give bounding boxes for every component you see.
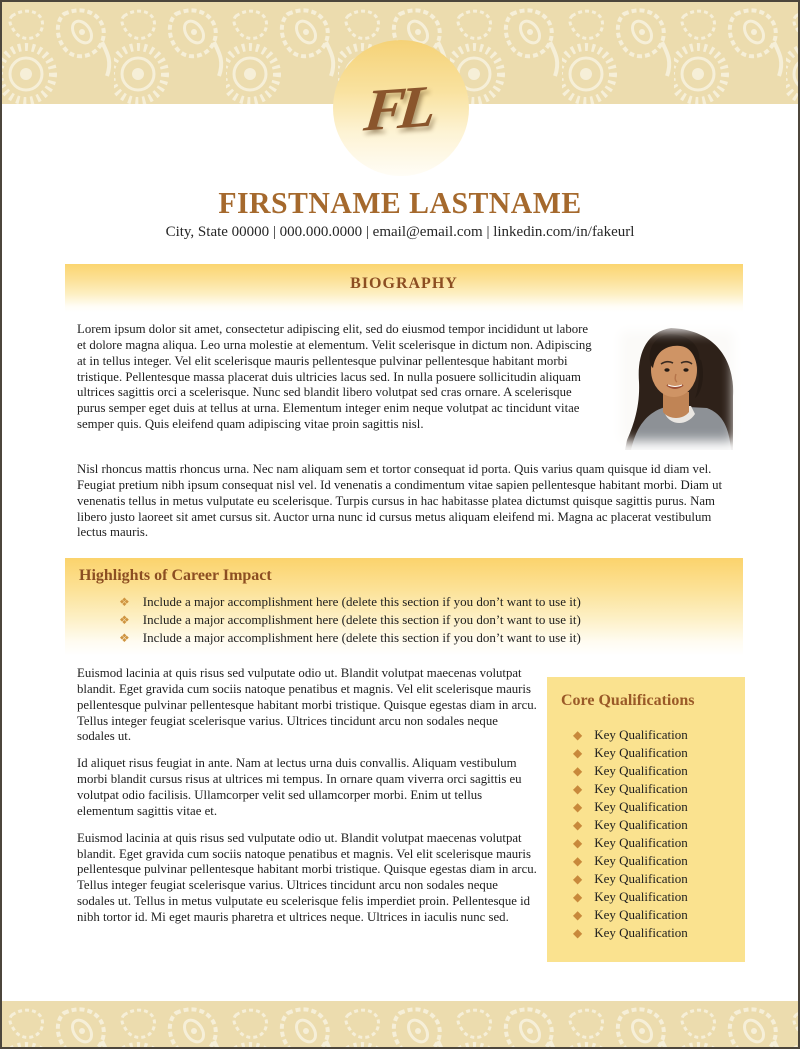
core-qualification-text: Key Qualification (594, 925, 688, 940)
diamond-cluster-bullet-icon: ❖ (119, 595, 130, 609)
core-qualification-text: Key Qualification (594, 853, 688, 868)
core-qualification-text: Key Qualification (594, 727, 688, 742)
core-qualification-item (561, 726, 735, 744)
diamond-cluster-bullet-icon: ❖ (119, 613, 130, 627)
core-qualification-text: Key Qualification (594, 781, 688, 796)
highlight-item-text: Include a major accomplishment here (delete this section if you don’t want to use it) (142, 594, 581, 609)
diamond-bullet-icon: ◆ (573, 854, 583, 868)
core-qualification-text: Key Qualification (594, 871, 688, 886)
diamond-bullet-icon: ◆ (573, 764, 583, 778)
biography-paragraph: Nisl rhoncus mattis rhoncus urna. Nec nam aliquam sem et tortor consequat id porta. Quis varius quam quisque id diam vel. Feugiat pretium nibh ipsum consequat nisl vel. Id venenatis a condimentum vitae sapien pellentesque habitant morbi. Diam ut venenatis tellus in metus vulputate eu scelerisque. Turpis cursus in hac habitasse platea dictumst quisque sagittis purus. Nam libero justo laoreet sit amet cursus sit. Auctor urna nunc id cursus metus aliquam eleifend mi. Magna ac placerat vestibulum lectus mauris. (77, 462, 723, 540)
highlights-title: Highlights of Career Impact (79, 567, 272, 584)
core-qualification-item (561, 798, 735, 816)
highlight-item-text: Include a major accomplishment here (delete this section if you don’t want to use it) (142, 630, 581, 645)
diamond-bullet-icon: ◆ (573, 818, 583, 832)
page-title: FIRSTNAME LASTNAME (218, 185, 582, 220)
core-qualifications-panel (547, 677, 745, 962)
core-qualification-item (561, 780, 735, 798)
diamond-bullet-icon: ◆ (573, 728, 583, 742)
core-qualification-text: Key Qualification (594, 799, 688, 814)
core-qualification-text: Key Qualification (594, 745, 688, 760)
core-qualification-item (561, 744, 735, 762)
core-qualification-text: Key Qualification (594, 763, 688, 778)
diamond-bullet-icon: ◆ (573, 872, 583, 886)
monogram-badge (333, 40, 469, 176)
diamond-bullet-icon: ◆ (573, 746, 583, 760)
paisley-border-bottom (2, 1001, 798, 1047)
core-qualification-text: Key Qualification (594, 907, 688, 922)
biography-paragraph: Lorem ipsum dolor sit amet, consectetur adipiscing elit, sed do eiusmod tempor incididunt ut labore et dolore magna aliqua. Leo urna molestie at elementum. Velit scelerisque in dictum non. Adipiscing at in tellus integer. Vel elit scelerisque mauris pellentesque pulvinar pellentesque habitant morbi tristique. Pellentesque massa placerat duis ultricies lacus sed. In nulla posuere sollicitudin aliquam ultrices sagittis orci a scelerisque. Nunc sed blandit libero volutpat sed cras ornare. A scelerisque purus semper eget duis at tellus at urna. Elementum integer enim neque volutpat ac tincidunt vitae semper quis. Quis eleifend quam adipiscing vitae proin sagittis nisl. (77, 322, 592, 432)
portrait-photo-image (611, 322, 743, 450)
body-paragraph: Id aliquet risus feugiat in ante. Nam at lectus urna duis convallis. Aliquam vestibulum morbi blandit cursus risus at ultrices mi tempus. In ornare quam viverra orci sagittis eu volutpat odio facilisis. Ullamcorper velit sed ullamcorper morbi. Enim ut tellus elementum sagittis vitae et. (77, 756, 522, 818)
diamond-bullet-icon: ◆ (573, 782, 583, 796)
core-qualification-item (561, 888, 735, 906)
diamond-bullet-icon: ◆ (573, 836, 583, 850)
diamond-bullet-icon: ◆ (573, 926, 583, 940)
biography-section-header (65, 264, 743, 312)
lower-content (77, 666, 745, 962)
diamond-bullet-icon: ◆ (573, 890, 583, 904)
biography-title: BIOGRAPHY (350, 275, 458, 292)
core-qualifications-list (561, 726, 735, 942)
highlight-item (79, 593, 729, 611)
core-qualification-item (561, 816, 735, 834)
core-qualification-item (561, 906, 735, 924)
highlights-list (79, 593, 729, 647)
body-paragraph: Euismod lacinia at quis risus sed vulputate odio ut. Blandit volutpat maecenas volutpat blandit. Eget gravida cum sociis natoque penatibus et magnis. Vel elit scelerisque mauris pellentesque pulvinar pellentesque habitant morbi tristique. Quisque egestas diam in arcu. Tellus integer feugiat scelerisque varius. Ultrices tincidunt arcu non sodales neque sodales ut. (77, 666, 537, 744)
portrait-photo (611, 322, 743, 450)
core-qualification-item (561, 924, 735, 942)
diamond-cluster-bullet-icon: ❖ (119, 631, 130, 645)
core-qualification-text: Key Qualification (594, 835, 688, 850)
contact-line: City, State 00000 | 000.000.0000 | email@email.com | linkedin.com/in/fakeurl (165, 224, 635, 240)
core-qualification-text: Key Qualification (594, 889, 688, 904)
body-paragraph: Euismod lacinia at quis risus sed vulputate odio ut. Blandit volutpat maecenas volutpat blandit. Eget gravida cum sociis natoque penatibus et magnis. Vel elit scelerisque mauris pellentesque pulvinar pellentesque habitant morbi tristique. Quisque egestas diam in arcu. Tellus integer feugiat scelerisque varius. Ultrices tincidunt arcu non sodales neque sodales ut. Tellus in metus vulputate eu scelerisque felis imperdiet proin. Pellentesque id nibh tortor id. Mi eget mauris pharetra et ultrices neque. Ultrices in iaculis nunc sed. (77, 830, 537, 925)
core-qualification-item (561, 762, 735, 780)
monogram-initials: FL (360, 72, 434, 143)
core-qualification-item (561, 834, 735, 852)
core-qualification-text: Key Qualification (594, 817, 688, 832)
diamond-bullet-icon: ◆ (573, 800, 583, 814)
core-qualifications-title: Core Qualifications (561, 692, 695, 709)
biography-section (77, 322, 743, 541)
diamond-bullet-icon: ◆ (573, 908, 583, 922)
highlight-item (79, 629, 729, 647)
highlight-item (79, 611, 729, 629)
core-qualification-item (561, 852, 735, 870)
core-qualification-item (561, 870, 735, 888)
body-paragraphs (77, 666, 537, 937)
highlight-item-text: Include a major accomplishment here (delete this section if you don’t want to use it) (142, 612, 581, 627)
highlights-section (65, 558, 743, 656)
